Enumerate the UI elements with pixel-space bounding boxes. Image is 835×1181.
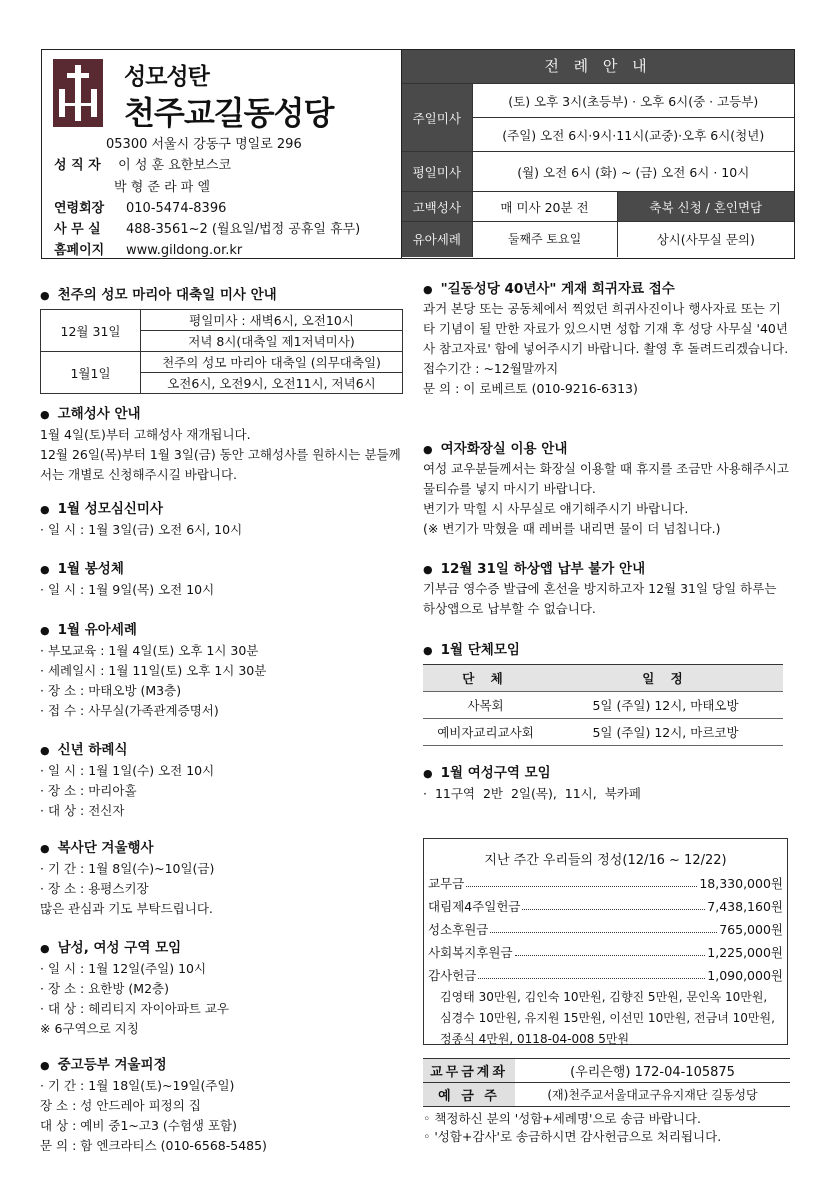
offering-row: 교무금 18,330,000원	[428, 872, 783, 895]
group-name: 사목회	[423, 692, 548, 719]
schedule-title: 전 례 안 내	[402, 50, 794, 83]
retreat-line: · 기 간 : 1월 18일(토)~19일(주일)	[40, 1076, 267, 1096]
sunday-mass-2: (주일) 오전 6시·9시·11시(교중)·오후 6시(청년)	[472, 118, 794, 152]
women-zone-line: · 11구역 2반 2일(목), 11시, 북카페	[423, 786, 641, 801]
group-meetings	[423, 638, 783, 746]
office-row: 사 무 실 488-3561~2 (월요일/법정 공휴일 휴무)	[54, 222, 361, 237]
header-box	[41, 49, 795, 259]
baptism-time: 둘째주 토요일	[472, 222, 617, 257]
thanks-donors: 김영태 30만원, 김인숙 10만원, 김향진 5만원, 문인옥 10만원, 심경수 10만원, 유지원 15만원, 이선민 10만원, 전금녀 10만원, 정종식 4만원, 0118-04-008 5만원	[440, 990, 775, 1046]
pastor-row-2: 박 형 준 라 파 엘	[114, 180, 211, 195]
communion-visit	[40, 557, 214, 600]
blessing-request: 축복 신청 / 혼인면담	[617, 192, 794, 222]
communion-title: ● 1월 봉성체	[40, 557, 214, 577]
confession-title: ● 고해성사 안내	[40, 402, 402, 422]
baptism-line: · 부모교육 : 1월 4일(토) 오후 1시 30분	[40, 641, 266, 661]
church-name: 천주교길동성당	[124, 94, 334, 132]
zone-line: · 일 시 : 1월 12일(주일) 10시	[40, 959, 229, 979]
youth-retreat	[40, 1053, 267, 1156]
retreat-line: 장 소 : 성 안드레아 피정의 집	[40, 1098, 201, 1113]
newyear-greeting	[40, 738, 214, 821]
chair-row: 연령회장 010-5474-8396	[54, 201, 227, 216]
account-table	[423, 1058, 790, 1107]
zone-line: · 대 상 : 헤리티지 자이아파트 교우	[40, 999, 229, 1019]
group-schedule: 5일 (주일) 12시, 마르코방	[548, 719, 783, 746]
archive-contact: 문 의 : 이 로베르토 (010-9216-6313)	[423, 381, 638, 396]
newyear-line: · 장 소 : 마리아홀	[40, 781, 214, 801]
payment-text: 기부금 영수증 발급에 혼선을 방지하고자 12월 31일 당일 하루는 하상앱으로 납부할 수 없습니다.	[423, 581, 777, 616]
confession-label: 고백성사	[402, 192, 472, 222]
group-schedule: 5일 (주일) 12시, 마태오방	[548, 692, 783, 719]
payment-notice	[423, 557, 791, 619]
archive-title: ● "길동성당 40년사" 게재 희귀자료 접수	[423, 277, 791, 297]
baptism-title: ● 1월 유아세례	[40, 618, 266, 638]
restroom-text: 여성 교우분들께서는 화장실 이용할 때 휴지를 조금만 사용해주시고 물티슈를 넣지 마시기 바랍니다.	[423, 461, 789, 496]
church-subtitle: 성모성탄	[124, 64, 209, 90]
pastor-row: 성 직 자 이 성 훈 요한보스코	[54, 158, 232, 173]
sunday-label: 주일미사	[402, 84, 472, 152]
zone-line: · 장 소 : 요한방 (M2층)	[40, 979, 229, 999]
zone-line: ※ 6구역으로 지칭	[40, 1021, 139, 1036]
servers-line: · 장 소 : 용평스키장	[40, 879, 214, 899]
group-meetings-title: ● 1월 단체모임	[423, 638, 783, 658]
offering-row: 사회복지후원금 1,225,000원	[428, 941, 783, 964]
baptism-line: · 세례일시 : 1월 11일(토) 오후 1시 30분	[40, 661, 266, 681]
weekday-label: 평일미사	[402, 152, 472, 192]
retreat-line: 문 의 : 함 엔크라티스 (010-6568-5485)	[40, 1138, 267, 1153]
church-address: 05300 서울시 강동구 명일로 296	[106, 137, 302, 152]
baptism-label: 유아세례	[402, 222, 472, 257]
newyear-title: ● 신년 하례식	[40, 738, 214, 758]
baptism-note: 상시(사무실 문의)	[617, 222, 794, 257]
group-table	[423, 664, 783, 746]
account-note: ◦ 책정하신 분의 '성함+세례명'으로 송금 바랍니다.	[423, 1111, 701, 1126]
account-number: (우리은행) 172-04-105875	[515, 1059, 790, 1083]
infant-baptism	[40, 618, 266, 721]
account-holder-label: 예 금 주	[423, 1083, 515, 1107]
liturgy-schedule	[401, 50, 794, 258]
retreat-line: 대 상 : 예비 중1~고3 (수험생 포함)	[40, 1118, 238, 1133]
restroom-title: ● 여자화장실 이용 안내	[423, 437, 791, 457]
mass-date-1: 12월 31일	[41, 310, 141, 352]
account-holder: (재)천주교서울대교구유지재단 길동성당	[515, 1083, 790, 1107]
heart-mass-time: · 일 시 : 1월 3일(금) 오전 6시, 10시	[40, 520, 242, 540]
account-notes	[423, 1110, 790, 1146]
heart-mass	[40, 497, 242, 540]
newyear-line: · 대 상 : 전신자	[40, 801, 214, 821]
confession-text: 1월 4일(토)부터 고해성사 재개됩니다.	[40, 427, 251, 442]
account-note: ◦ '성함+감사'로 송금하시면 감사헌금으로 처리됩니다.	[423, 1129, 722, 1144]
women-zone-meeting	[423, 761, 641, 804]
church-logo	[53, 59, 103, 127]
zone-meeting	[40, 936, 229, 1039]
weekday-mass: (월) 오전 6시 (화) ~ (금) 오전 6시 · 10시	[472, 152, 794, 192]
church-info	[42, 50, 401, 258]
servers-line: · 기 간 : 1월 8일(수)~10일(금)	[40, 859, 214, 879]
altar-servers-title: ● 복사단 겨울행사	[40, 836, 214, 856]
archive-period: 접수기간 : ~12월말까지	[423, 361, 559, 376]
mass-notice	[40, 283, 403, 394]
zone-meeting-title: ● 남성, 여성 구역 모임	[40, 936, 229, 956]
women-zone-title: ● 1월 여성구역 모임	[423, 761, 641, 781]
heart-mass-title: ● 1월 성모심신미사	[40, 497, 242, 517]
offering-row: 성소후원금 765,000원	[428, 918, 783, 941]
restroom-text: 변기가 막힐 시 사무실로 얘기해주시기 바랍니다.	[423, 501, 689, 516]
confession-text: 12월 26일(목)부터 1월 3일(금) 동안 고해성사를 원하시는 분들께서는 개별로 신청해주시길 바랍니다.	[40, 447, 401, 482]
homepage-row: 홈페이지 www.gildong.or.kr	[54, 243, 243, 258]
offering-row: 대림제4주일헌금 7,438,160원	[428, 895, 783, 918]
mass-row: 저녁 8시(대축일 제1저녁미사)	[141, 331, 403, 352]
baptism-line: · 장 소 : 마태오방 (M3층)	[40, 681, 266, 701]
altar-servers-event	[40, 836, 214, 919]
offering-title: 지난 주간 우리들의 정성(12/16 ~ 12/22)	[484, 853, 727, 868]
account-info	[423, 1058, 790, 1146]
confession-time: 매 미사 20분 전	[472, 192, 617, 222]
mass-notice-title: ● 천주의 성모 마리아 대축일 미사 안내	[40, 283, 403, 303]
baptism-line: · 접 수 : 사무실(가족관계증명서)	[40, 701, 266, 721]
confession-notice	[40, 402, 402, 485]
payment-title: ● 12월 31일 하상앱 납부 불가 안내	[423, 557, 791, 577]
servers-line: 많은 관심과 기도 부탁드립니다.	[40, 901, 213, 916]
mass-row: 오전6시, 오전9시, 오전11시, 저녁6시	[141, 373, 403, 394]
youth-retreat-title: ● 중고등부 겨울피정	[40, 1053, 267, 1073]
communion-time: · 일 시 : 1월 9일(목) 오전 10시	[40, 580, 214, 600]
restroom-notice	[423, 437, 791, 539]
archive-text: 과거 본당 또는 공동체에서 찍었던 희귀사진이나 행사자료 또는 기타 기념이 될 만한 자료가 있으시면 성합 기재 후 성당 사무실 '40년사 참고자료' 함에 넣어주시기 바랍니다. 촬영 후 돌려드리겠습니다.	[423, 301, 789, 356]
mass-row: 천주의 성모 마리아 대축일 (의무대축일)	[141, 352, 403, 373]
offering-row: 감사헌금 1,090,000원	[428, 964, 783, 987]
group-header-schedule: 일 정	[548, 665, 783, 692]
archive-notice	[423, 277, 791, 399]
mass-date-2: 1월1일	[41, 352, 141, 394]
schedule-table	[402, 83, 794, 257]
newyear-line: · 일 시 : 1월 1일(수) 오전 10시	[40, 761, 214, 781]
account-label: 교무금계좌	[423, 1059, 515, 1083]
mass-table	[40, 309, 403, 394]
group-name: 예비자교리교사회	[423, 719, 548, 746]
restroom-text: (※ 변기가 막혔을 때 레버를 내리면 물이 더 넘칩니다.)	[423, 521, 721, 536]
group-header-name: 단 체	[423, 665, 548, 692]
sunday-mass-1: (토) 오후 3시(초등부) · 오후 6시(중 · 고등부)	[472, 84, 794, 118]
mass-row: 평일미사 : 새벽6시, 오전10시	[141, 310, 403, 331]
offering-box	[423, 838, 788, 1045]
homepage-link[interactable]: www.gildong.or.kr	[126, 243, 243, 258]
